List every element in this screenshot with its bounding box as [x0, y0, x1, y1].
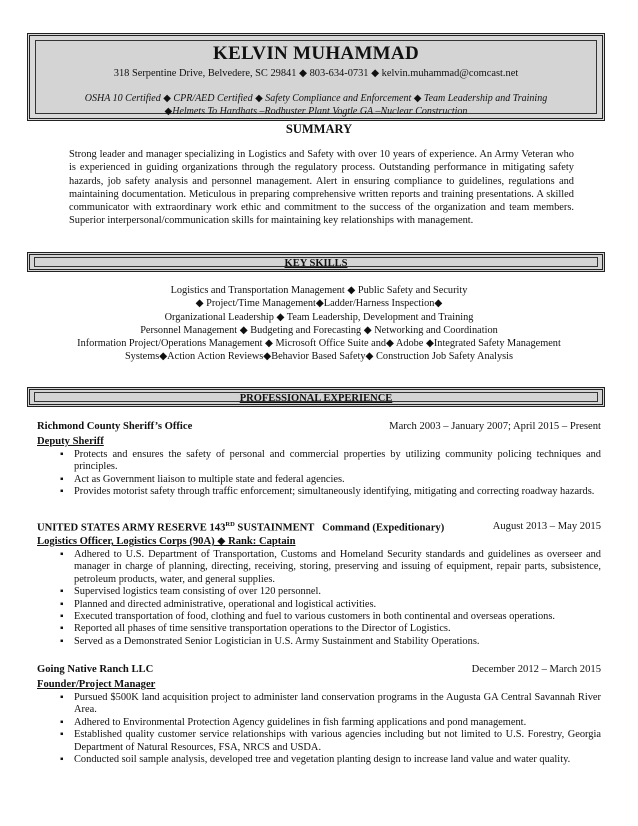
bullet-item: ▪ Served as a Demonstrated Senior Logistician in U.S. Army Sustainment and Stability Operations.: [37, 636, 601, 648]
job-title: Founder/Project Manager: [37, 679, 156, 690]
bullet-item: ▪ Planned and directed administrative, operational and logistical activities.: [37, 599, 601, 611]
key-skills-bar: [27, 252, 605, 272]
bullet-item: ▪ Adhered to U.S. Department of Transportation, Customs and Homeland Security standards and guidelines as overseer and manager in charge of planning, directing, receiving, storing, preserving and issuing of equipment, repair parts, subsistence, petroleum products, water, and general supplies.: [37, 549, 601, 586]
experience-heading: PROFESSIONAL EXPERIENCE: [239, 393, 393, 404]
skills-list: [20, 284, 618, 364]
skills-line: Logistics and Transportation Management ◆ Public Safety and Security: [170, 285, 468, 296]
skills-line: ◆ Project/Time Management◆Ladder/Harness Inspection◆: [195, 298, 443, 310]
header-box: [27, 33, 605, 121]
experience-bar-inner: [34, 392, 598, 402]
job-bullets: [37, 549, 601, 648]
job-organization-part: SUSTAINMENT Command (Expeditionary): [234, 522, 445, 534]
job-header: [37, 421, 601, 435]
job-organization-part: UNITED STATES ARMY RESERVE 143: [37, 522, 226, 534]
candidate-name: KELVIN MUHAMMAD: [213, 43, 419, 64]
job-entry: [37, 521, 601, 648]
summary-text: Strong leader and manager specializing in Logistics and Safety with over 10 years of experience. An Army Veteran who is experienced in guiding organizations through the regulatory process. Outstanding performance in mitigating safety hazards, job safety analysis and personnel management. Alert in ensuring compliance to guidelines, regulations and maintaining documentation. Meticulous in preparing comprehensive written reports and training presentations. A skilled communicator with extraordinary work ethic and commitment to the success of the organization and team members. Superior interpersonal/communication skills for maintaining key relationships with management.: [69, 149, 574, 227]
job-entry: [37, 421, 601, 499]
job-organization: Richmond County Sheriff’s Office: [37, 421, 193, 432]
certs-line-2: ◆Helmets To Hardhats –Rodbuster Plant Vogtle GA –Nuclear Construction: [164, 105, 468, 117]
job-bullets: [37, 692, 601, 766]
bullet-item: ▪ Conducted soil sample analysis, developed tree and vegetation planting design to increase land value and water quality.: [37, 754, 601, 766]
job-entry: [37, 664, 601, 766]
skills-line: Personnel Management ◆ Budgeting and Forecasting ◆ Networking and Coordination: [140, 324, 498, 336]
bullet-item: ▪ Provides motorist safety through traffic enforcement; simultaneously identifying, mitigating and correcting roadway hazards.: [37, 486, 601, 498]
skills-line: Systems◆Action Action Reviews◆Behavior Based Safety◆ Construction Job Safety Analysis: [124, 351, 514, 363]
job-organization: Going Native Ranch LLC: [37, 664, 154, 675]
header-inner-box: [35, 40, 597, 117]
key-skills-heading: KEY SKILLS: [284, 258, 348, 269]
contact-line: 318 Serpentine Drive, Belvedere, SC 29841 ◆ 803-634-0731 ◆ kelvin.muhammad@comcast.net: [113, 68, 519, 79]
skills-line: Information Project/Operations Management ◆ Microsoft Office Suite and◆ Adobe ◆Integrated Safety Management: [77, 338, 561, 350]
job-dates: December 2012 – March 2015: [471, 664, 601, 675]
bullet-item: ▪ Protects and ensures the safety of personal and commercial properties by utilizing community policing techniques and principles.: [37, 449, 601, 474]
bullet-item: ▪ Executed transportation of food, clothing and fuel to various customers in both continental and overseas operations.: [37, 611, 601, 623]
job-dates: August 2013 – May 2015: [492, 521, 601, 532]
job-title: Logistics Officer, Logistics Corps (90A) ◆ Rank: Captain: [37, 536, 296, 547]
bullet-item: ▪ Act as Government liaison to multiple state and federal agencies.: [37, 474, 601, 486]
certs-line-1: OSHA 10 Certified ◆ CPR/AED Certified ◆ Safety Compliance and Enforcement ◆ Team Leadership and Training: [84, 93, 548, 104]
job-organization: [37, 521, 444, 534]
bullet-item: ▪ Reported all phases of time sensitive transportation operations to the Director of Logistics.: [37, 623, 601, 635]
bullet-item: ▪ Adhered to Environmental Protection Agency guidelines in fish farming applications and pond management.: [37, 717, 601, 729]
bullet-item: ▪ Supervised logistics team consisting of over 120 personnel.: [37, 586, 601, 598]
job-header: [37, 664, 601, 678]
job-dates: March 2003 – January 2007; April 2015 – Present: [389, 421, 601, 432]
skills-line: Organizational Leadership ◆ Team Leadership, Development and Training: [164, 311, 474, 323]
job-title: Deputy Sheriff: [37, 436, 104, 447]
key-skills-bar-inner: [34, 257, 598, 267]
job-header: [37, 521, 601, 535]
certifications: [36, 93, 596, 118]
job-bullets: [37, 449, 601, 499]
ordinal-suffix: RD: [225, 521, 235, 528]
bullet-item: ▪ Established quality customer service relationships with various agencies including but not limited to U.S. Forestry, Georgia Department of Natural Resources, FSA, NRCS and USDA.: [37, 729, 601, 754]
bullet-item: ▪ Pursued $500K land acquisition project to administer land conservation programs in the Augusta GA Central Savannah River Area.: [37, 692, 601, 717]
experience-bar: [27, 387, 605, 407]
summary-heading: SUMMARY: [285, 122, 353, 136]
